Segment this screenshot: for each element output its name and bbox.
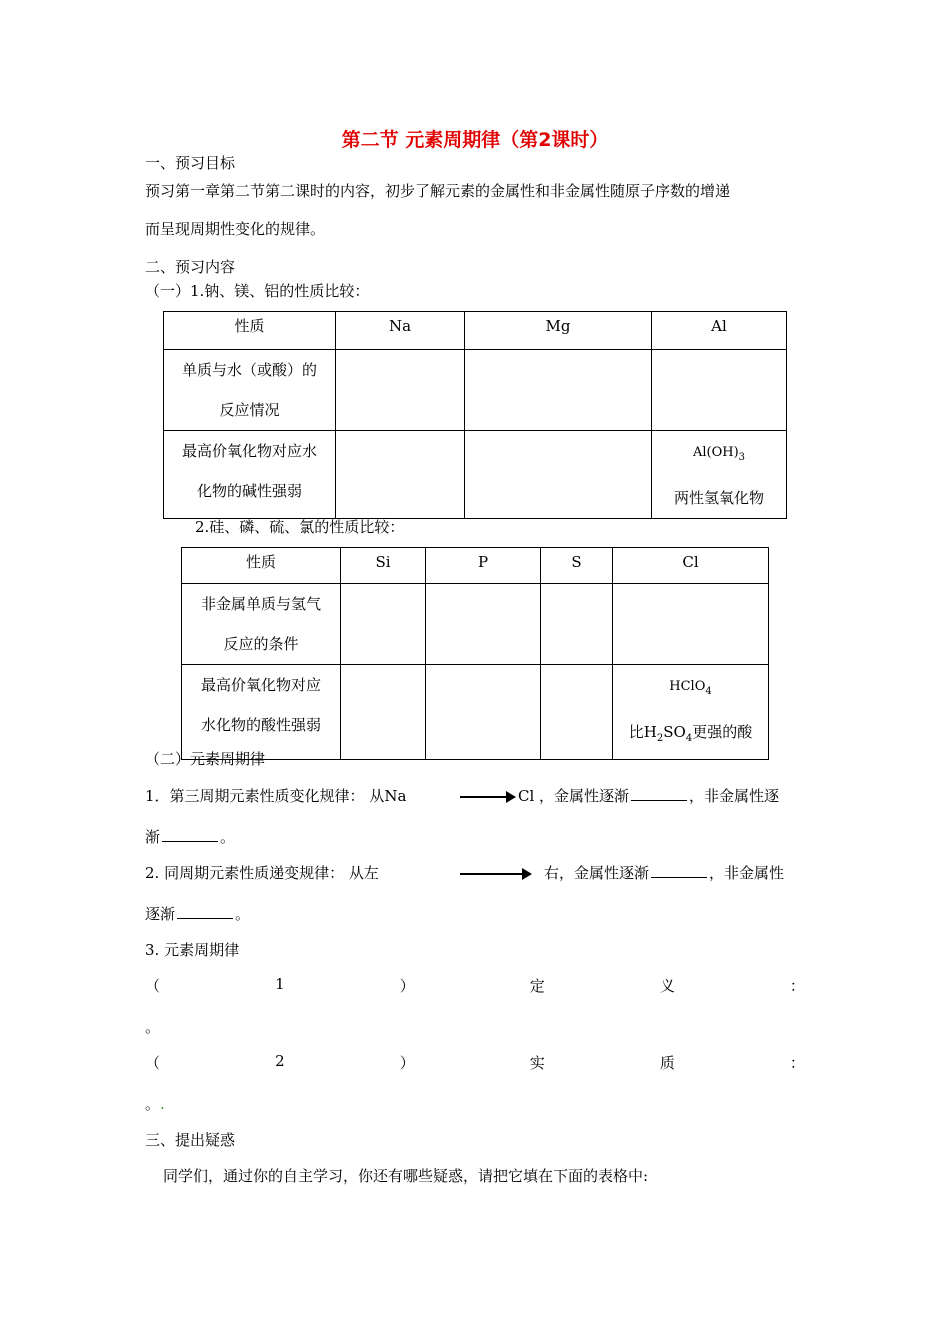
item1-end: 渐 。	[145, 828, 236, 846]
part2-heading: （二）元素周期律	[145, 750, 266, 768]
table2-header-cl: Cl	[613, 548, 769, 584]
section2-heading: 二、预习内容	[145, 258, 236, 276]
section1-line1: 预习第一章第二节第二课时的内容，初步了解元素的金属性和非金属性随原子序数的增递	[145, 182, 731, 200]
definition-end: 。	[145, 1018, 161, 1036]
table2-row1-label	[182, 584, 341, 665]
arrow-right-icon	[460, 796, 514, 798]
table1-cell-na-base	[336, 431, 465, 519]
section1-heading: 一、预习目标	[145, 154, 236, 172]
table1-row2-label	[164, 431, 336, 519]
table2-header-p: P	[426, 548, 541, 584]
table1-al-formula: $Al(OH)_3$	[692, 445, 746, 463]
table1-cell-al-reaction	[652, 350, 787, 431]
item1-mid: Cl ，金属性逐渐 ，非金属性逐	[518, 787, 780, 805]
table-si-p-s-cl	[181, 547, 769, 760]
def-colon: ：	[789, 977, 805, 995]
table2-header-property: 性质	[182, 548, 341, 584]
table-na-mg-al	[163, 311, 787, 519]
ess-paren-close: ）	[399, 1054, 415, 1072]
table2-row2-label-a: 最高价氧化物对应	[200, 676, 321, 694]
table1-cell-na-reaction	[336, 350, 465, 431]
table1-header-mg: Mg	[465, 312, 652, 350]
table1-cell-mg-base	[465, 431, 652, 519]
table1-al-note: 两性氢氧化物	[673, 489, 764, 507]
ess-word-2: 质	[659, 1054, 675, 1072]
blank-metallic-1[interactable]	[631, 786, 687, 801]
section3-heading: 三、提出疑惑	[145, 1131, 236, 1149]
table2-cell-cl-h2	[613, 584, 769, 665]
section1-line2: 而呈现周期性变化的规律。	[145, 220, 326, 238]
essence-line	[145, 1052, 805, 1073]
ess-paren-open: （	[145, 1054, 161, 1072]
def-paren-close: ）	[399, 977, 415, 995]
table2-cell-p-acid	[426, 665, 541, 760]
table2-row2-label-b: 水化物的酸性强弱	[200, 716, 321, 734]
table2-cell-cl-acid	[613, 665, 769, 760]
arrow-right-icon	[460, 873, 530, 875]
table1-row2-label-b: 化物的碱性强弱	[196, 482, 302, 500]
def-word-2: 义	[659, 977, 675, 995]
table2-cl-note: 比$H_2SO_4$更强的酸	[628, 723, 753, 744]
table1-row1-label	[164, 350, 336, 431]
item2-mid: 右，金属性逐渐 ，非金属性	[544, 864, 785, 882]
table1-header-property: 性质	[164, 312, 336, 350]
table1-caption: （一）1.钠、镁、铝的性质比较：	[145, 282, 370, 300]
table1-row1-label-b: 反应情况	[219, 401, 280, 419]
ess-number: 2	[275, 1052, 285, 1070]
section3-line: 同学们，通过你的自主学习，你还有哪些疑惑，请把它填在下面的表格中:	[163, 1167, 649, 1185]
blank-nonmetallic-2[interactable]	[177, 904, 233, 919]
table1-row2-label-a: 最高价氧化物对应水	[181, 442, 317, 460]
blank-metallic-2[interactable]	[651, 863, 707, 878]
table2-cl-formula: HClO$_4$	[669, 679, 712, 697]
table1-header-al: Al	[652, 312, 787, 350]
table2-cell-p-h2	[426, 584, 541, 665]
table2-row1-label-a: 非金属单质与氢气	[200, 595, 321, 613]
def-number: 1	[275, 975, 285, 993]
definition-line	[145, 975, 805, 996]
table1-cell-mg-reaction	[465, 350, 652, 431]
table2-header-si: Si	[341, 548, 426, 584]
blank-nonmetallic-1[interactable]	[162, 827, 218, 842]
item2-end: 逐渐 。	[145, 905, 251, 923]
table2-caption: 2.硅、磷、硫、氯的性质比较：	[195, 518, 405, 536]
table2-cell-si-h2	[341, 584, 426, 665]
table2-row2-label	[182, 665, 341, 760]
table2-cell-s-h2	[541, 584, 613, 665]
item2-start: 2. 同周期元素性质递变规律： 从左	[145, 864, 379, 882]
ess-word-1: 实	[529, 1054, 545, 1072]
table1-cell-al-base	[652, 431, 787, 519]
table2-row1-label-b: 反应的条件	[223, 635, 299, 653]
essence-end: 。.	[145, 1095, 165, 1113]
def-paren-open: （	[145, 977, 161, 995]
ess-colon: ：	[789, 1054, 805, 1072]
table1-row1-label-a: 单质与水（或酸）的	[181, 361, 317, 379]
table2-cell-si-acid	[341, 665, 426, 760]
page-title: 第二节 元素周期律（第2课时）	[341, 129, 609, 151]
item1-start: 1．第三周期元素性质变化规律： 从Na	[145, 787, 407, 805]
table1-header-na: Na	[336, 312, 465, 350]
table2-header-s: S	[541, 548, 613, 584]
table2-cell-s-acid	[541, 665, 613, 760]
item3-heading: 3. 元素周期律	[145, 941, 240, 959]
def-word-1: 定	[529, 977, 545, 995]
